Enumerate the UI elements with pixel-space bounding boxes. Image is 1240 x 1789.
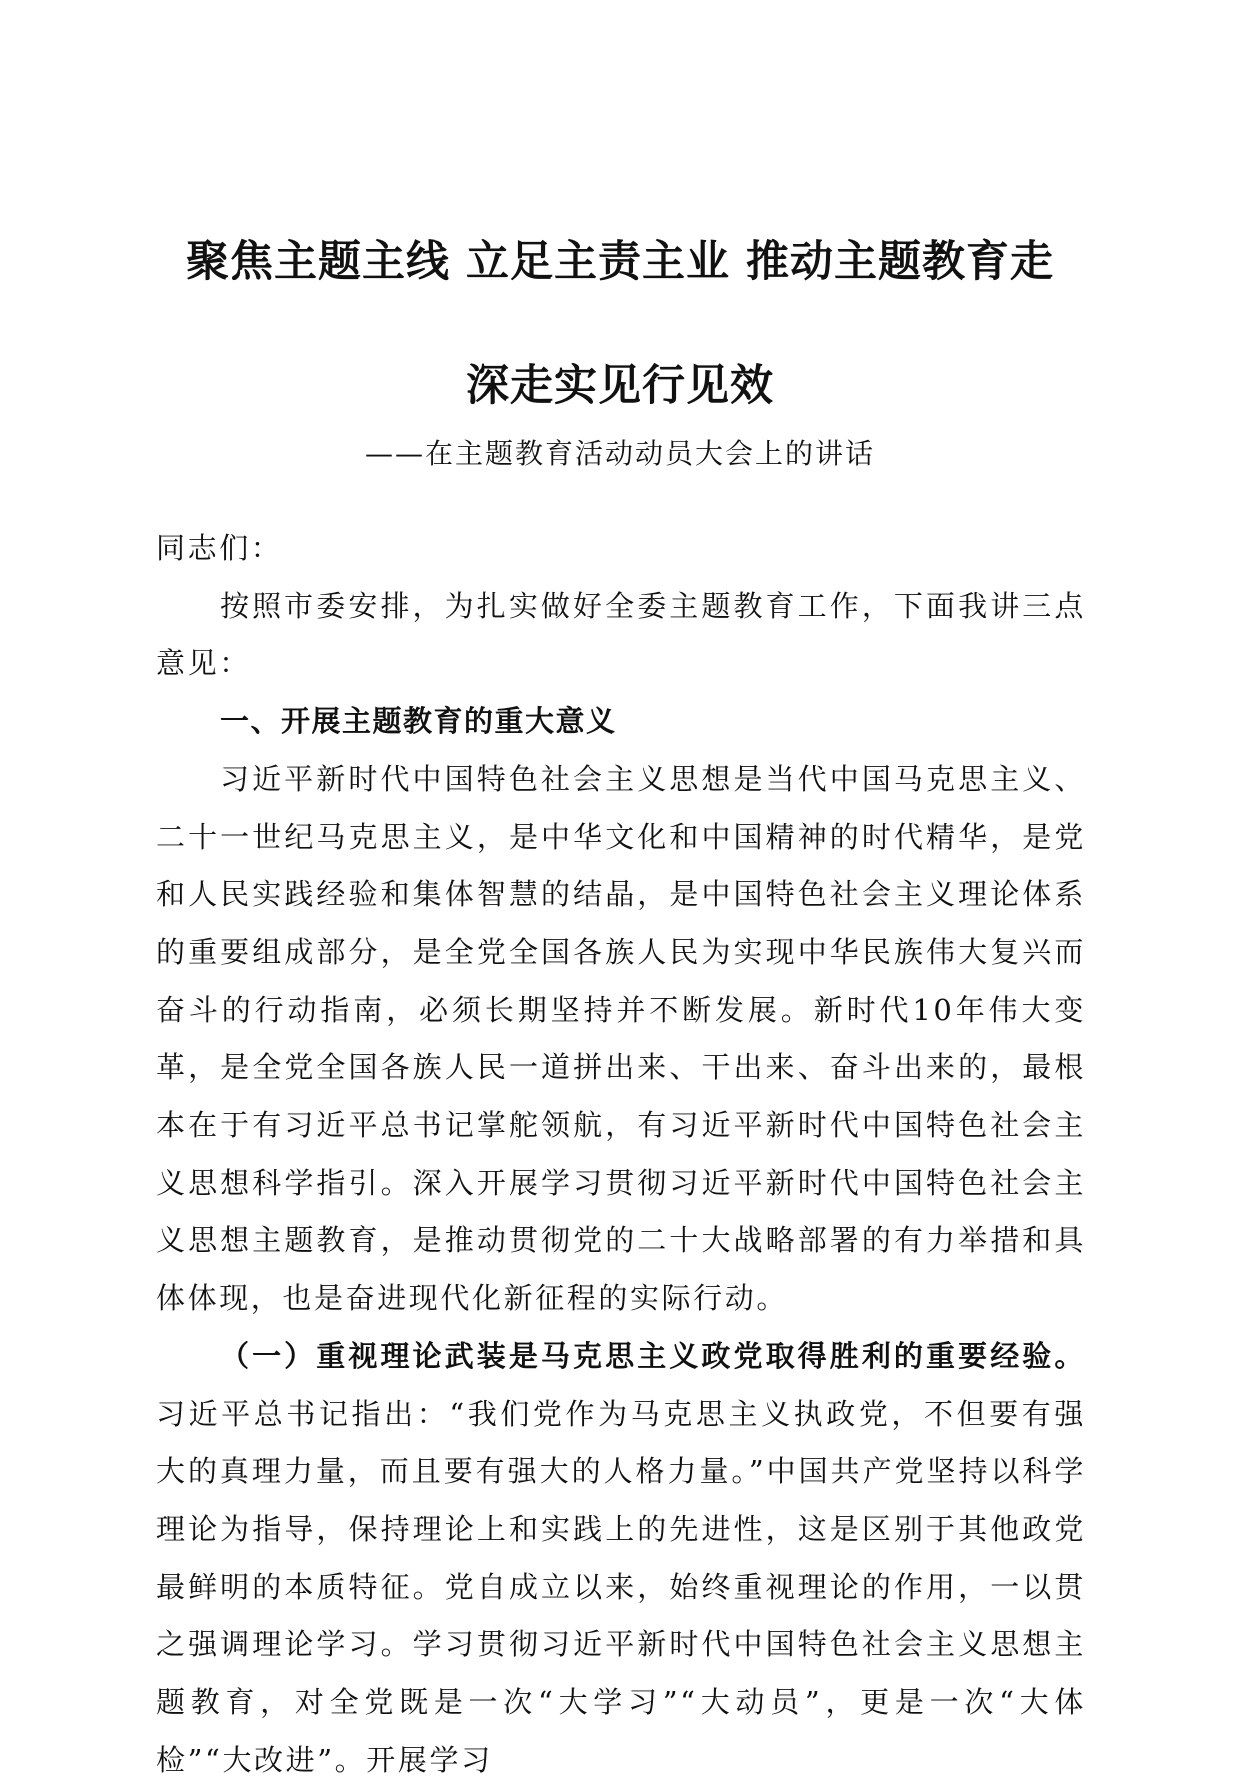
document-title-line-1: 聚焦主题主线 立足主责主业 推动主题教育走 xyxy=(186,237,1054,287)
document-subtitle: ——在主题教育活动动员大会上的讲话 xyxy=(364,437,875,470)
paragraph-2-text: 习近平总书记指出：“我们党作为马克思主义执政党，不但要有强大的真理力量，而且要有强大的人格力量。”中国共产党坚持以科学理论为指导，保持理论上和实践上的先进性，这是区别于其他政党最鲜明的本质特征。党自成立以来，始终重视理论的作用，一以贯之强调理论学习。学习贯彻习近平新时代中国特色社会主义思想主题教育，对全党既是一次“大学习”“大动员”，更是一次“大体检”“大改进”。开展学习 xyxy=(156,1396,1086,1777)
paragraph-1: 习近平新时代中国特色社会主义思想是当代中国马克思主义、二十一世纪马克思主义，是中华文化和中国精神的时代精华，是党和人民实践经验和集体智慧的结晶，是中国特色社会主义理论体系的重要组成部分，是全党全国各族人民为实现中华民族伟大复兴而奋斗的行动指南，必须长期坚持并不断发展。新时代10年伟大变革，是全党全国各族人民一道拼出来、干出来、奋斗出来的，最根本在于有习近平总书记掌舵领航，有习近平新时代中国特色社会主义思想科学指引。深入开展学习贯彻习近平新时代中国特色社会主义思想主题教育，是推动贯彻党的二十大战略部署的有力举措和具体体现，也是奋进现代化新征程的实际行动。 xyxy=(156,761,1086,1316)
subsection-heading-1: （一）重视理论武装是马克思主义政党取得胜利的重要经验。 xyxy=(220,1338,1086,1373)
paragraph-2 xyxy=(156,1328,1086,1789)
document-title-line-2: 深走实见行见效 xyxy=(466,361,774,411)
salutation: 同志们： xyxy=(156,531,283,565)
document-body xyxy=(156,520,1086,1789)
section-heading-1: 一、开展主题教育的重大意义 xyxy=(220,704,617,739)
intro-paragraph: 按照市委安排，为扎实做好全委主题教育工作，下面我讲三点意见： xyxy=(156,588,1086,681)
